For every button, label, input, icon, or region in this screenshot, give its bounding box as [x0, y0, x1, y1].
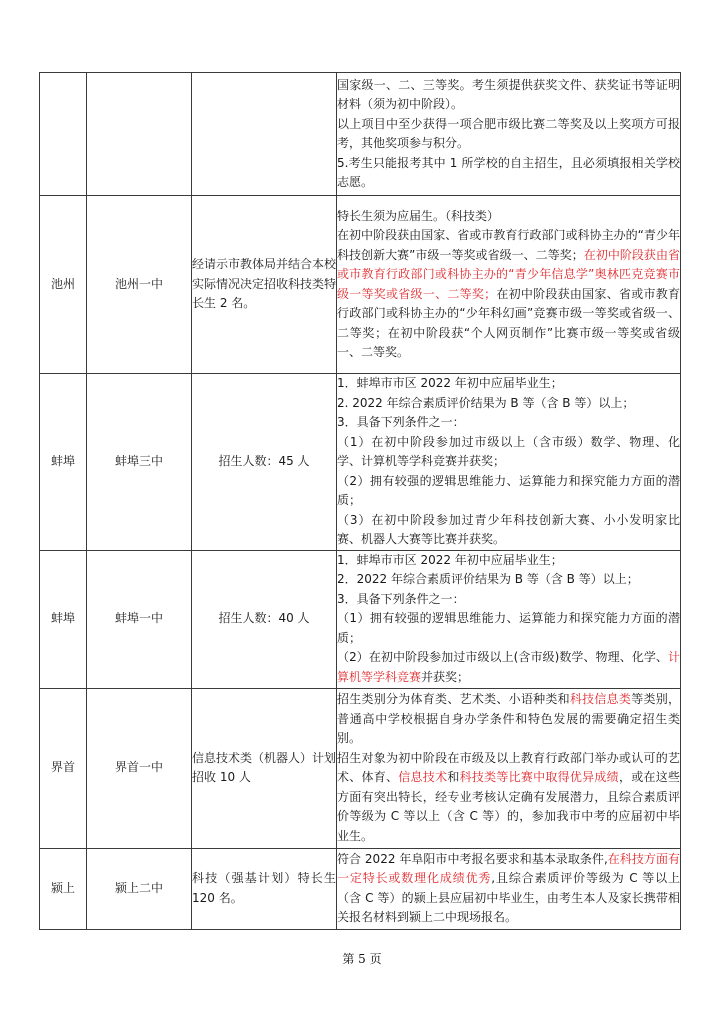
page-number: 第 5 页 [342, 952, 382, 966]
requirement-text: （2）拥有较强的逻辑思维能力、运算能力和探究能力方面的潜质； [337, 473, 680, 507]
admission-table [39, 72, 681, 930]
requirements-cell [337, 848, 681, 929]
requirements-cell [337, 688, 681, 848]
school-cell: 蚌埠三中 [87, 374, 192, 551]
requirement-text: （2）在初中阶段参加过市级以上(含市级)数学、物理、化学、 [337, 650, 668, 665]
requirement-text: 1．蚌埠市市区 2022 年初中应届毕业生； [337, 552, 563, 567]
requirement-text: 招生类别分为体育类、艺术类、小语种类和 [337, 692, 570, 706]
requirement-paragraph [337, 115, 680, 154]
requirement-text: 特长生须为应届生。（科技类） [337, 208, 500, 223]
requirement-paragraph [337, 433, 680, 472]
highlighted-text: 科技信息类 [569, 692, 632, 706]
requirement-text: 在初中阶段获由国家、省或市教育行政部门或科协主办的“青少年科技创新大赛”市级一等奖或省级一、二等奖； [337, 228, 680, 262]
table-row [40, 688, 681, 848]
requirement-text: 2. 2022 年综合素质评价结果为 B 等（含 B 等）以上； [337, 395, 635, 410]
requirement-text: ,且综合素质评价等级为 C 等以上（含 C 等）的颍上县应届初中毕业生，由考生本人及家长携带相关报名材料到颍上二中现场报名。 [337, 871, 680, 924]
requirement-paragraph [337, 570, 680, 590]
school-cell: 蚌埠一中 [87, 550, 192, 688]
requirement-paragraph [337, 226, 680, 363]
requirements-cell [337, 374, 681, 551]
requirement-paragraph [337, 690, 680, 749]
city-cell: 颍上 [40, 848, 87, 929]
requirement-paragraph [337, 551, 680, 571]
highlighted-text: 在初中阶段获由省或市教育行政部门或科协主办的“青少年信息学”奥林匹克竞赛市级一等奖或省级一、二等奖； [337, 247, 680, 301]
plan-cell: 招生人数：45 人 [192, 374, 337, 551]
table-row [40, 196, 681, 374]
plan-cell [192, 73, 337, 196]
requirement-text: 并获奖； [421, 669, 470, 684]
city-cell: 池州 [40, 196, 87, 374]
requirement-text: 3．具备下列条件之一： [337, 591, 465, 606]
requirement-text: 在初中阶段获由国家、省或市教育行政部门或科协主办的“少年科幻画”竞赛市级一等奖或省级一、二等奖；在初中阶段获“个人网页制作”比赛市级一等奖或省级一、二等奖。 [337, 286, 680, 359]
table-row [40, 848, 681, 929]
table-row [40, 374, 681, 551]
table-row [40, 73, 681, 196]
plan-cell: 招生人数：40 人 [192, 550, 337, 688]
requirement-text: 2．2022 年综合素质评价结果为 B 等（含 B 等）以上； [337, 572, 639, 587]
requirement-paragraph [337, 511, 680, 550]
requirement-text: 3．具备下列条件之一： [337, 415, 465, 429]
highlighted-text: 计算机等学科竞赛 [337, 650, 680, 684]
requirement-paragraph [337, 749, 680, 847]
requirements-cell [337, 73, 681, 196]
requirement-paragraph [337, 850, 680, 928]
requirements-cell [337, 196, 681, 374]
requirements-cell [337, 550, 681, 688]
school-cell: 界首一中 [87, 688, 192, 848]
city-cell: 蚌埠 [40, 374, 87, 551]
requirement-text: 国家级一、二、三等奖。考生须提供获奖文件、获奖证书等证明材料（须为初中阶段）。 [337, 77, 680, 111]
highlighted-text: 在科技方面有一定特长或数理化成绩优秀 [337, 851, 680, 885]
requirement-text: ，或在这些方面有突出特长，经专业考核认定确有发展潜力，且综合素质评价等级为 C 等以上（含 C 等）的，参加我市中考的应届初中毕业生。 [337, 770, 680, 843]
school-cell: 池州一中 [87, 196, 192, 374]
school-cell: 颍上二中 [87, 848, 192, 929]
table-row [40, 550, 681, 688]
requirement-text: 1．蚌埠市市区 2022 年初中应届毕业生； [337, 376, 563, 390]
plan-cell: 信息技术类（机器人）计划招收 10 人 [192, 688, 337, 848]
school-cell [87, 73, 192, 196]
requirement-paragraph [337, 76, 680, 115]
requirement-text: 符合 2022 年阜阳市中考报名要求和基本录取条件, [337, 851, 608, 866]
city-cell: 界首 [40, 688, 87, 848]
city-cell: 蚌埠 [40, 550, 87, 688]
requirement-paragraph [337, 648, 680, 687]
city-cell [40, 73, 87, 196]
requirement-paragraph [337, 413, 680, 433]
requirement-paragraph [337, 394, 680, 414]
requirement-text: 等类别，普通高中学校根据自身办学条件和特色发展的需要确定招生类别。 [337, 692, 680, 745]
requirement-paragraph [337, 207, 680, 227]
highlighted-text: 信息技术 [398, 770, 448, 784]
requirement-paragraph [337, 590, 680, 610]
requirement-text: 和 [447, 770, 460, 784]
requirement-paragraph [337, 472, 680, 511]
highlighted-text: 科技类等比赛中取得优异成绩 [459, 770, 619, 784]
requirement-text: （3）在初中阶段参加过青少年科技创新大赛、小小发明家比赛、机器人大赛等比赛并获奖。 [337, 512, 680, 546]
plan-cell: 科技（强基计划）特长生 120 名。 [192, 848, 337, 929]
requirement-text: 招生对象为初中阶段在市级及以上教育行政部门举办或认可的艺术、体育、 [337, 750, 680, 784]
plan-cell: 经请示市教体局并结合本校实际情况决定招收科技类特长生 2 名。 [192, 196, 337, 374]
requirement-text: （1）在初中阶段参加过市级以上（含市级）数学、物理、化学、计算机等学科竞赛并获奖； [337, 434, 680, 468]
requirement-paragraph [337, 374, 680, 394]
requirement-paragraph [337, 154, 680, 193]
requirement-text: 5.考生只能报考其中 1 所学校的自主招生，且必须填报相关学校志愿。 [337, 155, 680, 189]
requirement-text: （1）拥有较强的逻辑思维能力、运算能力和探究能力方面的潜质； [337, 611, 680, 645]
requirement-paragraph [337, 609, 680, 648]
requirement-text: 以上项目中至少获得一项合肥市级比赛二等奖及以上奖项方可报考，其他奖项参与积分。 [337, 116, 680, 150]
